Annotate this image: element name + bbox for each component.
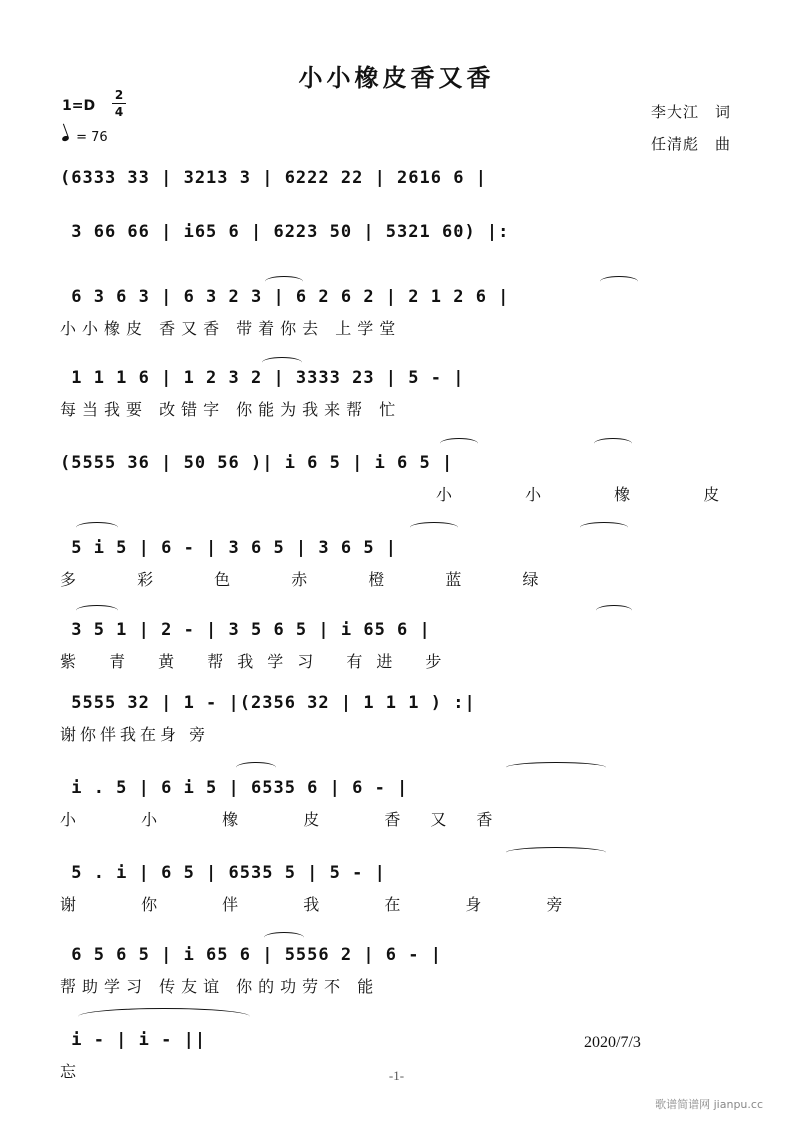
- score-line-7: 3 5 1 | 2 - | 3 5 6 5 | i 65 6 |: [60, 620, 431, 640]
- score-line-1: (6333 33 | 3213 3 | 6222 22 | 2616 6 |: [60, 168, 487, 188]
- slur-mark: [594, 438, 632, 449]
- time-signature-bottom: 4: [114, 105, 124, 119]
- slur-mark: [506, 847, 606, 858]
- score-line-10: 5 . i | 6 5 | 6535 5 | 5 - |: [60, 863, 386, 883]
- lyricist-credit: 李大江 词: [650, 103, 731, 121]
- lyrics-line-8: 谢你伴我在身 旁: [60, 725, 210, 744]
- score-line-5: (5555 36 | 50 56 )| i 6 5 | i 6 5 |: [60, 453, 454, 473]
- slur-mark: [236, 762, 276, 773]
- score-line-4: 1 1 1 6 | 1 2 3 2 | 3333 23 | 5 - |: [60, 368, 465, 388]
- slur-mark: [410, 522, 458, 533]
- key-signature: 1=D: [62, 98, 96, 114]
- lyrics-line-5: 小 小 橡 皮: [436, 485, 754, 504]
- slur-mark: [262, 357, 302, 368]
- lyrics-line-3: 小小橡皮 香又香 带着你去 上学堂: [60, 319, 402, 338]
- slur-mark: [596, 605, 632, 616]
- lyrics-line-12: 忘: [60, 1062, 83, 1081]
- lyrics-line-7: 紫 青 黄 帮我学习 有进 步: [60, 652, 456, 671]
- score-line-8: 5555 32 | 1 - |(2356 32 | 1 1 1 ) :|: [60, 693, 476, 713]
- quarter-note-icon: [61, 135, 69, 142]
- lyrics-line-10: 谢 你 伴 我 在 身 旁: [60, 895, 593, 914]
- score-line-3: 6 3 6 3 | 6 3 2 3 | 6 2 6 2 | 2 1 2 6 |: [60, 287, 510, 307]
- slur-mark: [506, 762, 606, 773]
- score-line-6: 5 i 5 | 6 - | 3 6 5 | 3 6 5 |: [60, 538, 398, 558]
- slur-mark: [600, 276, 638, 287]
- score-line-2: 3 66 66 | i65 6 | 6223 50 | 5321 60) |:: [60, 222, 510, 242]
- score-line-9: i . 5 | 6 i 5 | 6535 6 | 6 - |: [60, 778, 409, 798]
- date-label: 2020/7/3: [584, 1034, 641, 1051]
- page-number: -1-: [388, 1068, 405, 1083]
- tempo-mark: [62, 130, 108, 145]
- lyrics-line-4: 每当我要 改错字 你能为我来帮 忙: [60, 400, 402, 419]
- time-signature: [112, 88, 126, 119]
- song-title: 小小橡皮香又香: [298, 64, 495, 92]
- time-signature-divider: [112, 103, 126, 104]
- slur-mark: [265, 276, 303, 287]
- slur-mark: [440, 438, 478, 449]
- slur-mark: [264, 932, 304, 943]
- score-line-12: i - | i - ||: [60, 1030, 207, 1050]
- slur-mark: [580, 522, 628, 533]
- slur-mark: [78, 1008, 250, 1025]
- slur-mark: [76, 522, 118, 533]
- tempo-value: = 76: [76, 130, 108, 145]
- score-line-11: 6 5 6 5 | i 65 6 | 5556 2 | 6 - |: [60, 945, 442, 965]
- lyrics-line-6: 多 彩 色 赤 橙 蓝 绿: [60, 570, 567, 589]
- composer-credit: 任清彪 曲: [650, 135, 731, 153]
- slur-mark: [76, 605, 118, 616]
- lyrics-line-11: 帮助学习 传友谊 你的功劳不 能: [60, 977, 380, 996]
- watermark: 歌谱简谱网 jianpu.cc: [655, 1098, 763, 1111]
- lyrics-line-9: 小 小 橡 皮 香又香: [60, 810, 523, 829]
- time-signature-top: 2: [114, 88, 124, 102]
